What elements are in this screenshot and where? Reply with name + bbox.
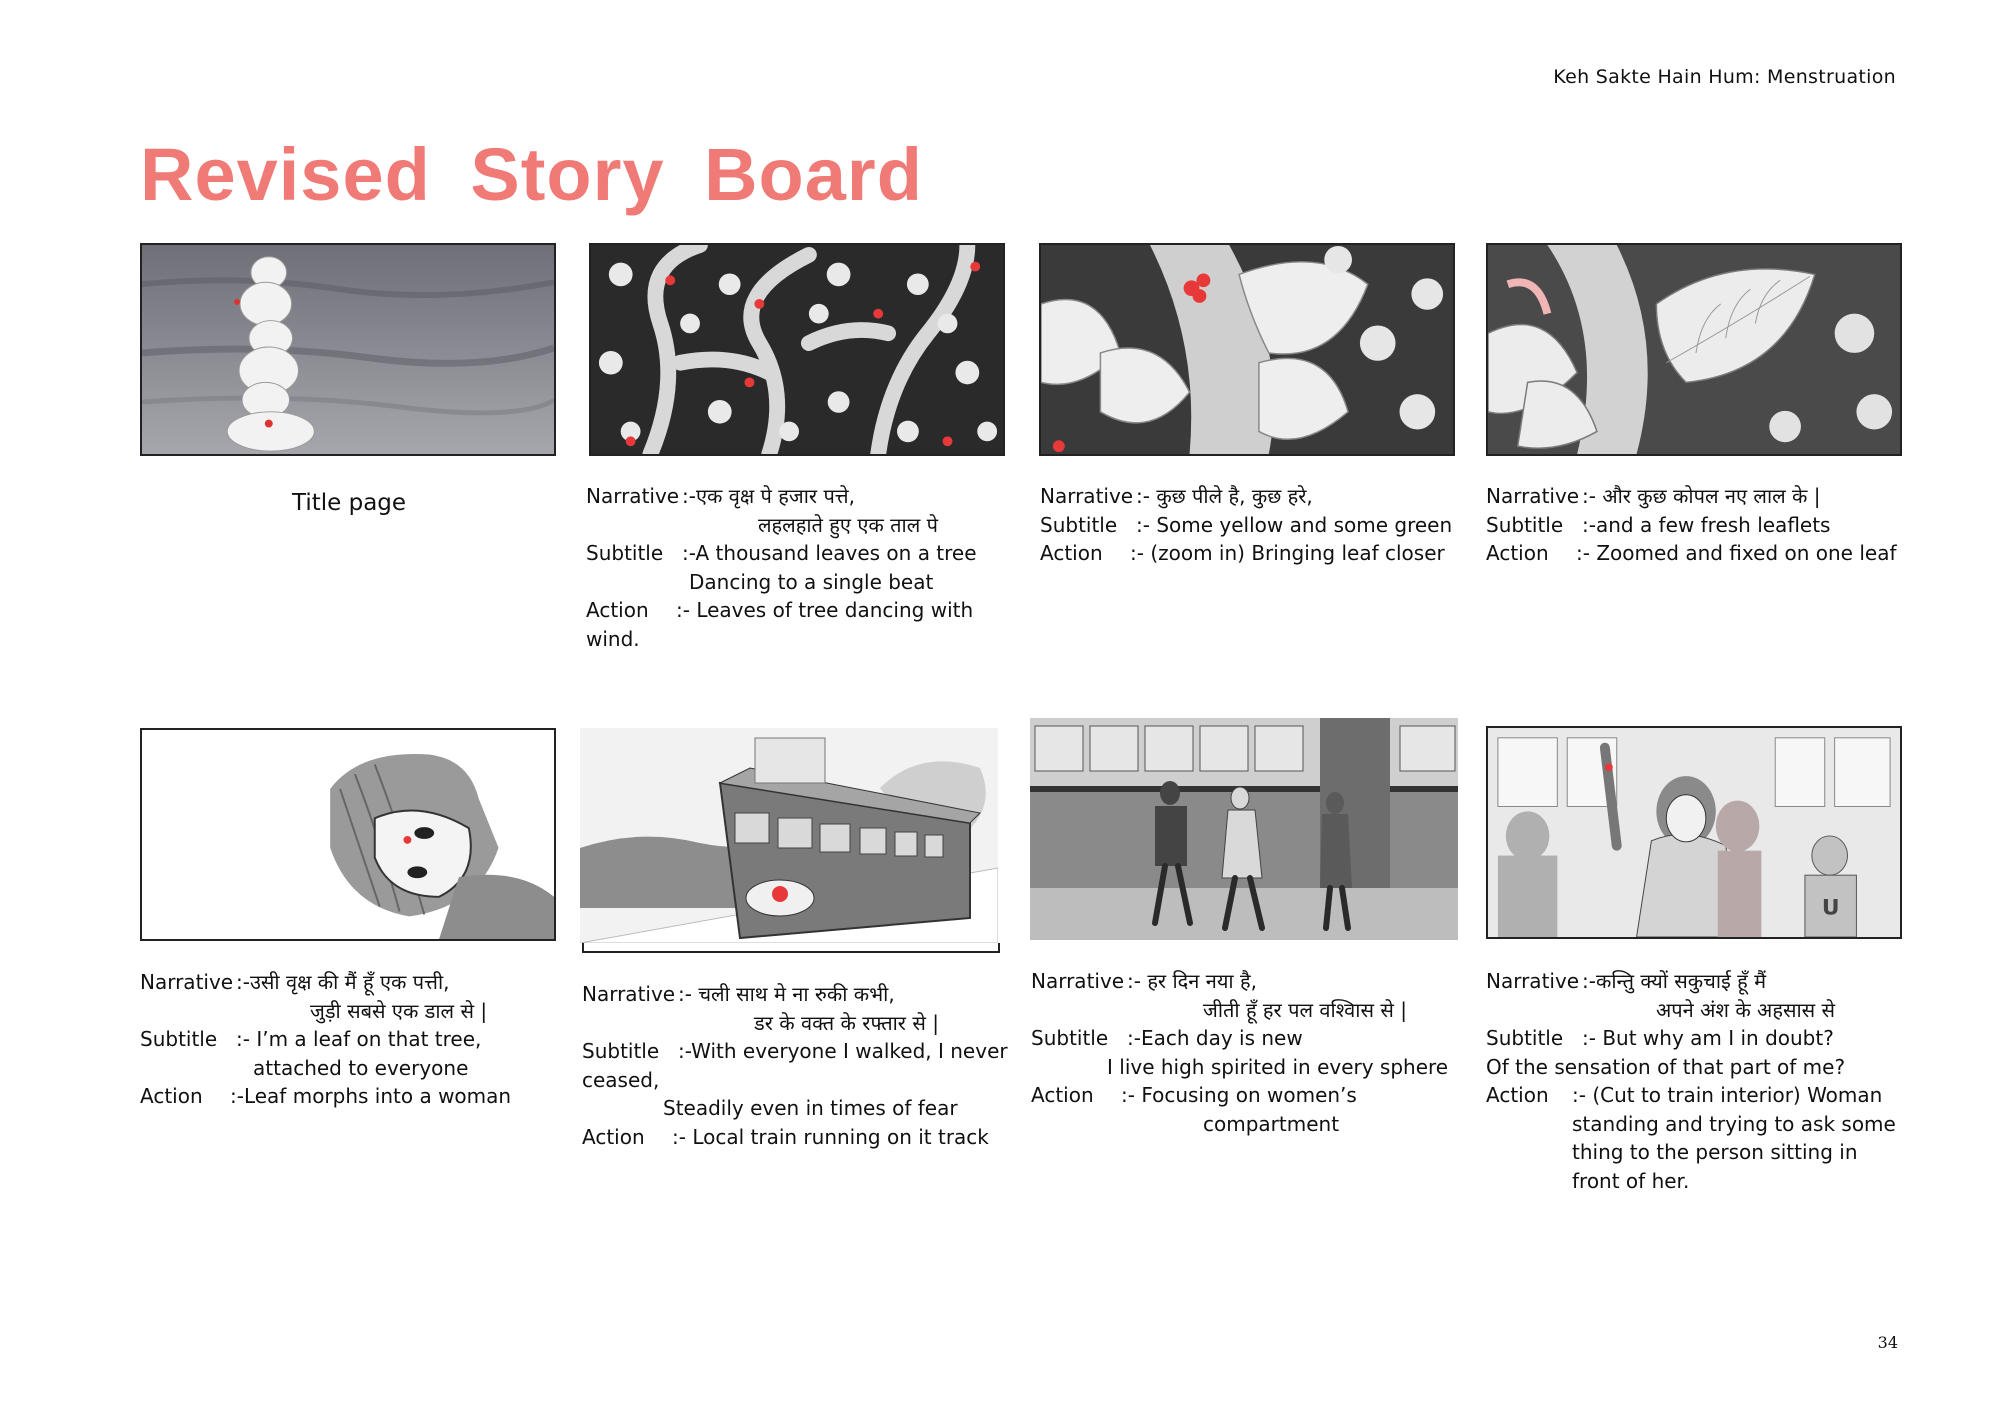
page-title: Revised Story Board [140, 133, 923, 216]
subtitle-label: Subtitle [1486, 512, 1564, 537]
action-text: :- Leaves of tree dancing with [676, 598, 974, 622]
subtitle-text: :- I’m a leaf on that tree, [236, 1027, 482, 1051]
storyboard-frame-4 [1486, 243, 1902, 456]
action-text: :- Local train running on it track [672, 1124, 989, 1149]
action-text: :-Leaf morphs into a woman [230, 1084, 512, 1108]
women-boarding-illustration [1030, 718, 1458, 940]
action-label: Action [1486, 1083, 1549, 1107]
storyboard-frame-7 [1030, 718, 1458, 940]
subtitle-text: Dancing to a single beat [689, 569, 934, 594]
action-text: front of her. [1572, 1168, 1690, 1193]
running-header: Keh Sakte Hain Hum: Menstruation [1553, 66, 1896, 88]
caption-3 [1040, 482, 1452, 568]
subtitle-text: ceased, [582, 1067, 660, 1092]
subtitle-text: I live high spirited in every sphere [1107, 1054, 1449, 1079]
caption-5 [140, 968, 511, 1111]
subtitle-text: :-and a few fresh leaflets [1582, 512, 1831, 537]
train-exterior-illustration [580, 728, 998, 943]
subtitle-text: :-With everyone I walked, I never [678, 1039, 1008, 1063]
caption-2 [586, 482, 977, 653]
subtitle-label: Subtitle [586, 541, 664, 565]
narrative-text: :-उसी वृक्ष की मैं हूँ एक पत्ती, [236, 970, 450, 994]
caption-6 [582, 980, 1008, 1151]
action-text: :- (zoom in) Bringing leaf closer [1130, 541, 1445, 565]
narrative-label: Narrative [1031, 969, 1125, 993]
action-label: Action [140, 1084, 203, 1108]
subtitle-label: Subtitle [582, 1039, 660, 1063]
title-page-illustration [142, 245, 554, 454]
page-number: 34 [1877, 1333, 1898, 1352]
narrative-text: :-एक वृक्ष पे हजार पत्ते, [682, 484, 855, 508]
narrative-text: :- कुछ पीले है, कुछ हरे, [1136, 484, 1313, 508]
narrative-label: Narrative [1486, 969, 1580, 993]
action-label: Action [586, 598, 649, 622]
storyboard-frame-6 [580, 728, 998, 943]
storyboard-frame-3 [1039, 243, 1455, 456]
narrative-text: :- चली साथ मे ना रुकी कभी, [678, 982, 895, 1006]
narrative-label: Narrative [1040, 484, 1134, 508]
subtitle-text: Steadily even in times of fear [663, 1096, 958, 1120]
tree-leaves-illustration [591, 245, 1003, 454]
action-text: :- (Cut to train interior) Woman [1572, 1083, 1883, 1107]
action-text: :- Focusing on women’s [1121, 1083, 1357, 1107]
subtitle-label: Subtitle [1031, 1026, 1109, 1050]
action-text: wind. [586, 626, 640, 651]
narrative-label: Narrative [582, 982, 676, 1006]
svg-text:U: U [1821, 895, 1840, 921]
narrative-label: Narrative [586, 484, 680, 508]
train-interior-illustration [1488, 728, 1900, 937]
action-text: compartment [1203, 1111, 1340, 1136]
subtitle-text: :-A thousand leaves on a tree [682, 541, 977, 565]
single-leaf-illustration [1488, 245, 1900, 454]
woman-leaf-illustration [142, 730, 554, 939]
action-text: :- Zoomed and fixed on one leaf [1576, 541, 1897, 565]
subtitle-text: :-Each day is new [1127, 1026, 1303, 1050]
caption-8 [1486, 967, 1896, 1195]
subtitle-text: attached to everyone [253, 1055, 469, 1080]
narrative-text: :-कन्तिु क्यों सकुचाई हूँ मैं [1582, 969, 1767, 993]
subtitle-text: :- But why am I in doubt? [1582, 1026, 1834, 1050]
storyboard-frame-1 [140, 243, 556, 456]
subtitle-label: Subtitle [140, 1027, 218, 1051]
narrative-text: :- हर दिन नया है, [1127, 969, 1257, 993]
narrative-label: Narrative [140, 970, 234, 994]
action-label: Action [582, 1124, 645, 1149]
narrative-text: अपने अंश के अहसास से [1656, 997, 1836, 1022]
subtitle-text: Of the sensation of that part of me? [1486, 1054, 1846, 1079]
caption-4 [1486, 482, 1897, 568]
subtitle-label: Subtitle [1040, 512, 1118, 537]
narrative-text: जीती हूँ हर पल वश्विास से | [1203, 997, 1407, 1022]
storyboard-frame-2 [589, 243, 1005, 456]
action-label: Action [1486, 541, 1549, 565]
frame-6-bracket [582, 943, 1000, 953]
action-text: standing and trying to ask some [1572, 1111, 1896, 1136]
caption-7 [1031, 967, 1448, 1138]
narrative-text: :- और कुछ कोपल नए लाल के | [1582, 484, 1821, 508]
action-label: Action [1031, 1083, 1094, 1107]
title-page-label: Title page [292, 490, 407, 516]
action-text: thing to the person sitting in [1572, 1140, 1858, 1164]
narrative-label: Narrative [1486, 484, 1580, 508]
storyboard-frame-5 [140, 728, 556, 941]
subtitle-label: Subtitle [1486, 1026, 1564, 1050]
narrative-text: जुड़ी सबसे एक डाल से | [310, 998, 488, 1023]
storyboard-frame-8 [1486, 726, 1902, 939]
action-label: Action [1040, 541, 1103, 565]
subtitle-text: :- Some yellow and some green [1136, 512, 1453, 537]
narrative-text: लहलहाते हुए एक ताल पे [758, 512, 938, 537]
leaf-closeup-illustration [1041, 245, 1453, 454]
narrative-text: डर के वक्त के रफ्तार से | [754, 1010, 939, 1035]
